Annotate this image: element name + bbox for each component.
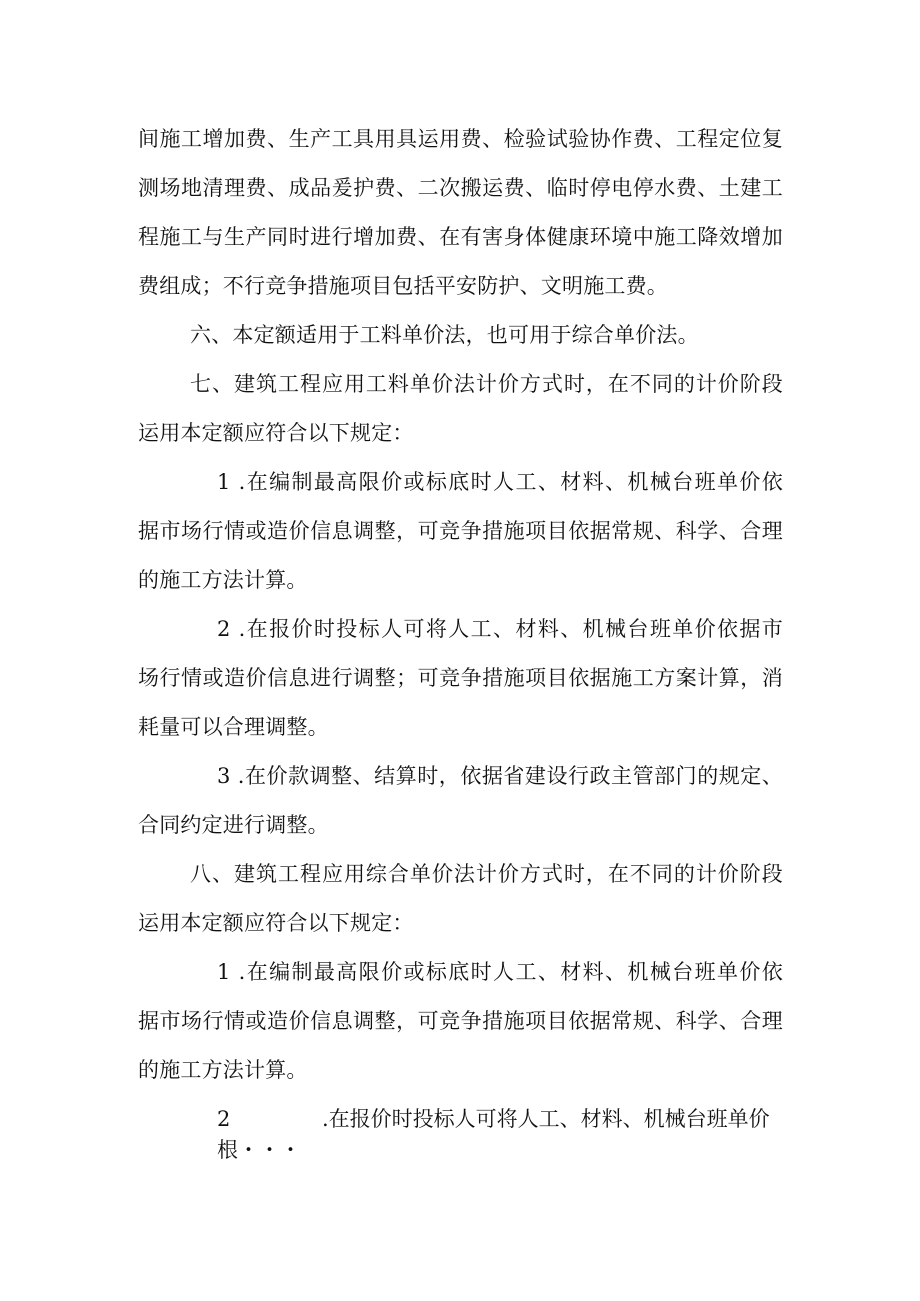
paragraph-line: 测场地清理费、成品爰护费、二次搬运费、临时停电停水费、土建工	[138, 176, 783, 200]
paragraph-line: 据市场行情或造价信息调整，可竞争措施项目依据常规、科学、合理	[138, 1009, 783, 1033]
list-item-line: 3 .在价款调整、结算时，依据省建设行政主管部门的规定、	[217, 764, 783, 788]
section-eight-heading: 八、建筑工程应用综合单价法计价方式时，在不同的计价阶段	[190, 862, 783, 886]
section-seven-heading: 七、建筑工程应用工料单价法计价方式时，在不同的计价阶段	[190, 372, 783, 396]
paragraph-line: 场行情或造价信息进行调整；可竞争措施项目依据施工方案计算，消	[138, 666, 783, 690]
paragraph-line: 间施工增加费、生产工具用具运用费、检验试验协作费、工程定位复	[138, 127, 783, 151]
section-six-heading: 六、本定额适用于工料单价法，也可用于综合单价法。	[190, 323, 699, 347]
paragraph-line: 费组成；不行竞争措施项目包括平安防护、文明施工费。	[138, 274, 668, 298]
list-item-number: 2	[217, 1107, 231, 1131]
list-item-line: .在报价时投标人可将人工、材料、机械台班单价	[322, 1107, 770, 1131]
paragraph-line: 运用本定额应符合以下规定：	[138, 421, 414, 445]
paragraph-line: 的施工方法计算。	[138, 1058, 308, 1082]
paragraph-line: 据市场行情或造价信息调整，可竞争措施项目依据常规、科学、合理	[138, 519, 783, 543]
paragraph-line: 运用本定额应符合以下规定：	[138, 911, 414, 935]
list-item-line: 1 .在编制最高限价或标底时人工、材料、机械台班单价依	[217, 470, 783, 494]
list-item-line: 1 .在编制最高限价或标底时人工、材料、机械台班单价依	[217, 960, 783, 984]
paragraph-line: 的施工方法计算。	[138, 568, 308, 592]
truncation-continuation: 根・・・	[217, 1138, 301, 1162]
paragraph-line: 耗量可以合理调整。	[138, 715, 329, 739]
list-item-line: 2 .在报价时投标人可将人工、材料、机械台班单价依据市	[217, 617, 783, 641]
paragraph-line: 程施工与生产同时进行增加费、在有害身体健康环境中施工降效增加	[138, 225, 783, 249]
paragraph-line: 合同约定进行调整。	[138, 813, 329, 837]
